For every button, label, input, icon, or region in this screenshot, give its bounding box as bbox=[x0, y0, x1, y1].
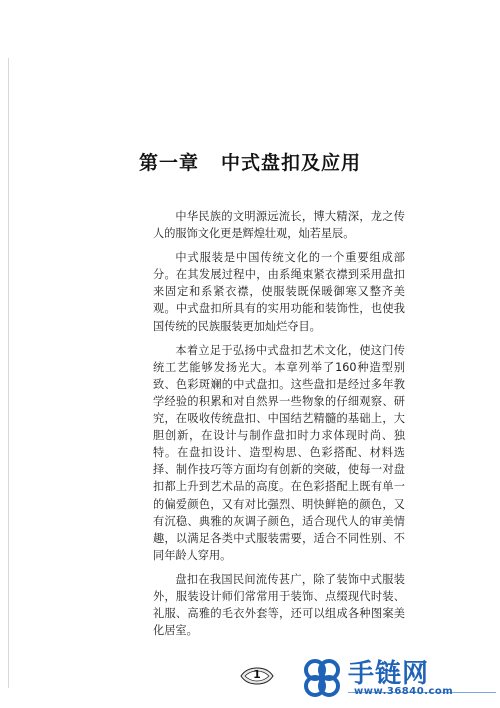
chapter-heading bbox=[0, 148, 500, 175]
page-number-badge bbox=[240, 667, 274, 685]
chapter-number: 第一章 bbox=[138, 152, 199, 174]
paragraph: 盘扣在我国民间流传甚广，除了装饰中式服装外，服装设计师们常常用于装饰、点缀现代时装、礼服、高雅的毛衣外套等，还可以组成各种图案美化居室。 bbox=[153, 572, 405, 638]
watermark-brand: 手链网 bbox=[348, 659, 430, 689]
site-watermark bbox=[300, 653, 500, 708]
chapter-body bbox=[153, 208, 405, 640]
chapter-title: 中式盘扣及应用 bbox=[221, 152, 362, 174]
paragraph: 本着立足于弘扬中式盘扣艺术文化，使这门传统工艺能够发扬光大。本章列举了160种造型别致、色彩斑斓的中式盘扣。这些盘扣是经过多年教学经验的积累和对自然界一些物象的仔细观察、研究，在吸收传统盘扣、中国结艺精髓的基础上，大胆创新，在设计与制作盘扣时力求体现时尚、独特。在盘扣设计、造型构思、色彩搭配、材料选择、制作技巧等方面均有创新的突破，使每一对盘扣都上升到艺术品的高度。在色彩搭配上既有单一的偏爱颜色，又有对比强烈、明快鲜艳的颜色，又有沉稳、典雅的灰调子颜色，适合现代人的审美情趣，以满足各类中式服装需要，适合不同性别、不同年龄人穿用。 bbox=[153, 343, 405, 562]
page-number: 1 bbox=[253, 668, 261, 681]
knot-logo-icon bbox=[300, 655, 344, 703]
watermark-url: www.36840.com bbox=[354, 686, 454, 697]
paragraph: 中式服装是中国传统文化的一个重要组成部分。在其发展过程中，由系绳束紧衣襟到采用盘扣来固定和系紧衣襟，使服装既保暖御寒又整齐美观。中式盘扣所具有的实用功能和装饰性，也使我国传统的民族服装更加灿烂夺目。 bbox=[153, 251, 405, 333]
paragraph: 中华民族的文明源远流长，博大精深，龙之传人的服饰文化更是辉煌壮观，灿若星辰。 bbox=[153, 210, 405, 241]
